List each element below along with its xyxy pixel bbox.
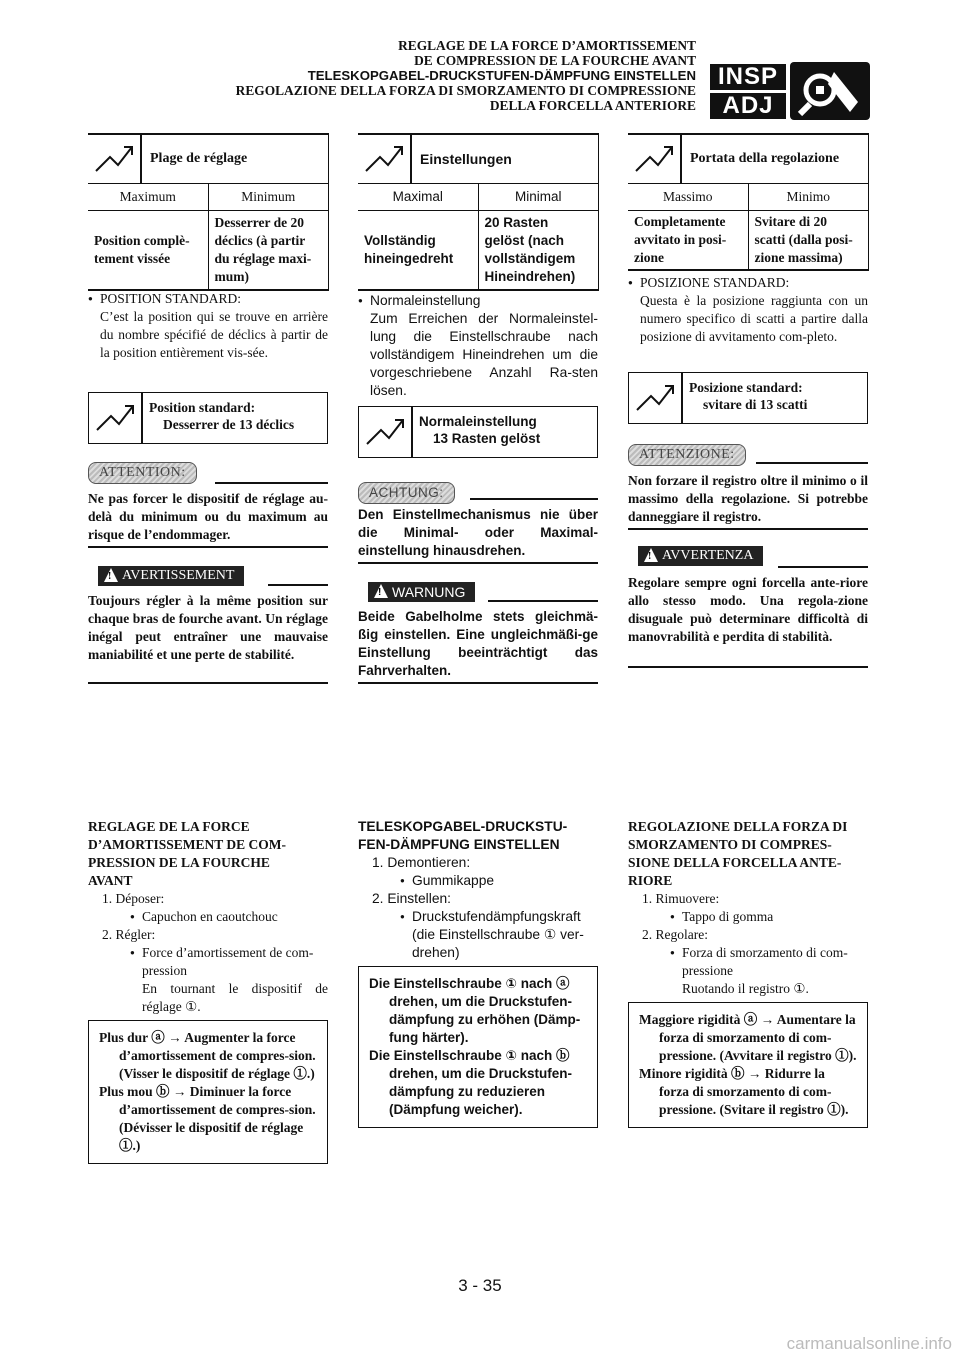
de-step1: 1. Demontieren: [372,855,471,870]
fr-std-box-l2: Desserrer de 13 déclics [163,417,295,432]
fr-caution-text: Ne pas forcer le dispositif de réglage au-delà du minimum ou du maximum au risque de l’endommager. [88,491,328,542]
adj-label: ADJ [710,93,786,119]
de-val-max: Vollständig hineingedreht [358,211,479,289]
fr-proc-title: REGLAGE DE LA FORCE D’AMORTISSEMENT DE COM-PRESSION DE LA FOURCHE AVANT [88,819,287,888]
fr-std-text: C’est la position qui se trouve en arrière du nombre spécifié de déclics à partir de la position entièrement vis-sée. [100,309,328,360]
fr-box-line-1: Plus dur ⓐ → Augmenter la force d’amortissement de compres-sion. (Visser le dispositif de réglage ①.) [99,1030,316,1081]
fr-step1: 1. Déposer: [102,891,165,906]
fr-warning-end-rule [88,682,328,684]
it-box-line-1: Maggiore rigidità ⓐ → Aumentare la forza di smorzamento di com-pressione. (Avvitare il registro ①). [639,1012,857,1063]
fr-spec-title: Plage de réglage [150,151,248,166]
it-warning-end-rule [628,666,868,668]
it-box-line-2: Minore rigidità ⓑ → Ridurre la forza di smorzamento di com-pressione. (Svitare il registro ①). [639,1066,849,1117]
fr-std-box-l1: Position standard: [149,400,256,415]
fr-val-max: Position complè- tement vissée [88,211,209,289]
de-spec-title: Einstellungen [420,151,512,167]
fr-std-desc [88,290,328,362]
fr-col-min: Minimum [241,189,296,204]
it-col-max: Massimo [628,184,749,210]
it-std-text: Questa è la posizione raggiunta con un numero specifico di scatti a partire dalla posizione di avvitamento com-pleto. [640,293,868,344]
header-line-2: DE COMPRESSION DE LA FOURCHE AVANT [414,53,696,68]
it-warning-text: Regolare sempre ogni forcella ante-riore allo stesso modo. Una regola-zione disuguale può determinare difficoltà di manovrabilità e perdita di stabilità. [628,575,868,644]
fr-procedure [88,818,328,1016]
page-header [236,38,696,113]
it-caution-rule [756,462,868,464]
de-spec-table [358,133,599,291]
it-col-min: Minimo [786,189,830,204]
de-step2: 2. Einstellen: [372,891,451,906]
de-warning-label: ! WARNUNG [368,582,475,602]
fr-caution-end-rule [88,546,328,548]
de-std-desc [358,292,598,400]
de-caution-rule [470,498,598,500]
de-val-min: 20 Rasten gelöst (nach vollständigem Hineindrehen) [484,215,576,284]
de-caution-label: ACHTUNG: [358,482,455,504]
fr-step2-item: ● Force d’amortissement de com-pression [130,944,328,980]
de-std-box-l2: 13 Rasten gelöst [433,431,541,446]
de-step1-item: ● Gummikappe [400,872,598,890]
header-line-5: DELLA FORCELLA ANTERIORE [489,98,696,113]
de-proc-box [358,966,598,1128]
it-warning-label: ! AVVERTENZA [638,546,763,566]
it-spec-icon [634,143,676,175]
it-step1-item: ● Tappo di gomma [670,908,868,926]
it-step1: 1. Rimuovere: [642,891,720,906]
it-proc-title: REGOLAZIONE DELLA FORZA DI SMORZAMENTO DI COMPRES-SIONE DELLA FORCELLA ANTE-RIORE [628,819,848,888]
it-std-icon [635,382,677,414]
de-col-min: Minimal [514,189,562,204]
de-caution-text: Den Einstellmechanismus nie über die Minimal- oder Maximal-einstellung hinausdrehen. [358,507,598,558]
header-line-4: REGOLAZIONE DELLA FORZA DI SMORZAMENTO DI COMPRESSIONE [235,83,696,98]
it-spec-title: Portata della regolazione [690,151,840,166]
fr-spec-icon [94,143,136,175]
de-std-box-l1: Normaleinstellung [419,414,537,429]
fr-step1-item: ● Capuchon en caoutchouc [130,908,328,926]
it-std-box-l2: svitare di 13 scatti [703,397,808,412]
fr-std-box [88,392,328,444]
de-std-label: ● Normaleinstellung [358,292,598,310]
it-procedure [628,818,868,998]
it-warning-rule [778,566,868,568]
it-spec-table [628,133,869,271]
insp-label: INSP [710,64,786,90]
de-proc-title: TELESKOPGABEL-DRUCKSTU-FEN-DÄMPFUNG EINSTELLEN [358,819,568,852]
de-box-line-1: Die Einstellschraube ① nach ⓐ drehen, um die Druckstufen-dämpfung zu erhöhen (Dämp-fung härter). [369,976,581,1045]
header-line-3: TELESKOPGABEL-DRUCKSTUFEN-DÄMPFUNG EINSTELLEN [307,68,696,83]
fr-val-min: Desserrer de 20 déclics (à partir du réglage maxi- mum) [214,215,312,284]
fr-std-label: ● POSITION STANDARD: [88,290,328,308]
de-box-line-2: Die Einstellschraube ① nach ⓑ drehen, um die Druckstufen-dämpfung zu reduzieren (Dämpfung weicher). [369,1048,573,1117]
fr-proc-box [88,1020,328,1164]
it-caution-label: ATTENZIONE: [628,444,746,466]
de-procedure [358,818,598,962]
it-std-label: ● POSIZIONE STANDARD: [628,274,868,292]
fr-warning-rule [268,584,328,586]
de-warning-text: Beide Gabelholme stets gleichmä-ßig einstellen. Eine ungleichmäßi-ge Einstellung beeinträchtigt das Fahrverhalten. [358,609,598,678]
de-std-text: Zum Erreichen der Normaleinstel-lung die Einstellschraube nach vollständigem Hineindrehen um die vorgeschriebene Anzahl Ra-sten lösen. [370,311,598,398]
de-warning-end-rule [358,682,598,684]
de-std-box [358,406,598,458]
fr-warning-text: Toujours régler à la même position sur chaque bras de fourche avant. Un réglage inégal peut entraîner une mauvaise maniabilité et une perte de stabilité. [88,593,328,662]
de-std-icon [365,416,407,448]
fr-step2: 2. Régler: [102,927,156,942]
fr-col-max: Maximum [88,184,209,210]
it-std-desc [628,274,868,346]
watermark: carmanualsonline.info [786,1334,952,1353]
it-val-min: Svitare di 20 scatti (dalla posi- zione massima) [754,214,853,265]
de-col-max: Maximal [358,184,479,210]
de-step2-item: ● Druckstufendämpfungskraft (die Einstellschraube ① ver-drehen) [400,908,598,962]
fr-std-icon [95,402,137,434]
it-std-box [628,372,868,424]
fr-box-line-2: Plus mou ⓑ → Diminuer la force d’amortissement de compres-sion. (Dévisser le dispositif de réglage ①.) [99,1084,316,1153]
fr-caution-label: ATTENTION: [88,462,197,484]
de-spec-icon [364,143,406,175]
it-caution-end-rule [628,528,868,530]
insp-adj-badge [710,62,786,120]
wrench-screwdriver-icon [790,62,870,120]
fr-spec-table [88,133,329,291]
it-step2-item: ● Forza di smorzamento di com-pressione [670,944,868,980]
de-warning-rule [488,600,598,602]
it-std-box-l1: Posizione standard: [689,380,803,395]
it-proc-box [628,1002,868,1128]
it-step2-sub: Ruotando il registro ①. [682,981,809,996]
de-caution-end-rule [358,562,598,564]
fr-caution-rule [215,482,328,484]
fr-warning-label: ! AVERTISSEMENT [98,566,244,586]
header-line-1: REGLAGE DE LA FORCE D’AMORTISSEMENT [398,38,696,53]
it-caution-text: Non forzare il registro oltre il minimo o il massimo della regolazione. Si potrebbe danneggiare il registro. [628,473,868,524]
it-val-max: Completamente avvitato in posi- zione [628,211,749,269]
fr-step2-sub: En tournant le dispositif de réglage ①. [142,981,328,1014]
page-number: 3 - 35 [458,1276,502,1295]
it-step2: 2. Regolare: [642,927,708,942]
